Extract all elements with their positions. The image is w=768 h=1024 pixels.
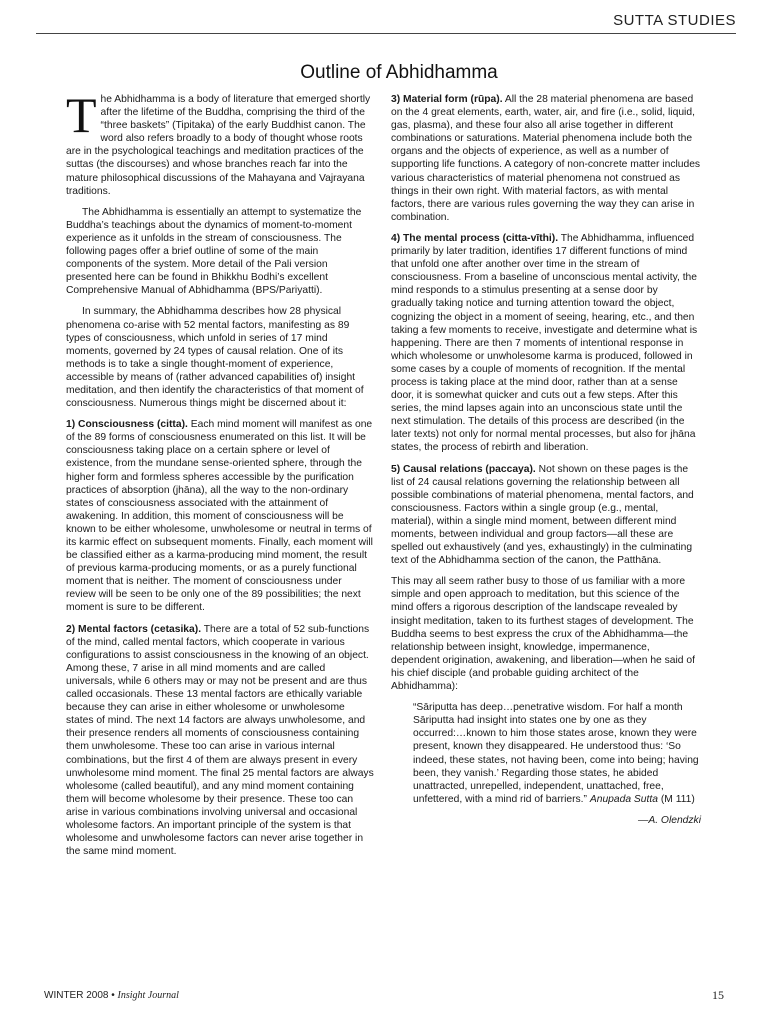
section-text: All the 28 material phenomena are based on the 4 great elements, earth, water, air, and fire (i.e., solid, liquid, gas, plasma), and these four also all arise together in different combinations or saturations. Material phenomena include both the organs and the objects of experience, as well as a number of supporting life functions. A category of non-concrete matter includes various characteristics of material phenomena not construed as things in their own right. With material factors, as with mental factors, there are various rules governing the way they can arise in combination. <box>391 94 701 223</box>
section-mental-factors <box>66 623 374 859</box>
quote-text: “Sāriputta has deep…penetrative wisdom. For half a month Sāriputta had insight into states one by one as they occurred:…known to him those states arose, known they were present, known they disappeared. He understood thus: ‘So indeed, these states, not having been, come into being; having been, they vanish.’ Regarding those states, he abided unattracted, unrepelled, independent, unattached, free, unfettered, with a mind rid of barriers.” <box>413 702 699 805</box>
section-text: Not shown on these pages is the list of 24 causal relations governing the relationship between all possible combinations of material phenomena, mental factors, and consciousness. Factors within a single group (e.g., mental, material), within a single mind moment, between different mind moments, between individual and group factors—all these are spelled out exhaustively (and yes, exhaustingly) in the culminating text of the Abhidhamma section of the canon, the Patthāna. <box>391 463 694 567</box>
quote-source: Anupada Sutta <box>589 793 658 805</box>
page-title: Outline of Abhidhamma <box>300 61 498 83</box>
section-text: Each mind moment will manifest as one of the 89 forms of consciousness enumerated on this list. It will be consciousness taking place on a certain sphere or level of existence, from the mundane sense-oriented sphere, through the higher form and formless spheres accessible by the purification practices of absorption (jhāna), all the way to the non-ordinary states of consciousness associated with the attainment of awakening. In addition, this moment of consciousness will be known to be either wholesome, unwholesome or neutral in terms of its karmic effect on subsequent moments. Finally, each moment will be classified either as a karma-producing mind moment, the result of previous karma-producing moments, or as a purely functional moment that is neither. The moment of consciousness under review will be seen to be only one of the 89 possibilities; the next moment is sure to be different. <box>66 419 373 614</box>
drop-cap: T <box>66 87 97 143</box>
section-heading: 3) Material form (rūpa). <box>391 94 503 105</box>
footer-issue <box>44 990 179 1001</box>
closing-paragraph: This may all seem rather busy to those of us familiar with a more simple and open approach to meditation, but this science of the mind offers a rigorous description of the landscape revealed by insight meditation, taken to its furthest stages of development. The Buddha seems to best express the crux of the Abhidhamma—the relationship between insight, knowledge, impermanence, dependent origination, awakening, and liberation—when he said of his chief disciple (and probable guiding architect of the Abhidhamma): <box>391 576 695 693</box>
issue-label: WINTER 2008 • <box>44 990 118 1001</box>
intro-paragraph <box>66 87 374 198</box>
paragraph-summary: In summary, the Abhidhamma describes how 28 physical phenomena co-arise with 52 mental factors, manifesting as 89 types of consciousness, which unfold in series of 17 mind moments, governed by 24 types of causal relation. One of its methods is to take a single thought-moment of experience, accessible by means of (rather advanced capabilities of) insight meditation, and then identify the characteristics of that moment of consciousness. Numerous things might be discerned about it: <box>66 306 364 410</box>
left-column <box>66 87 374 866</box>
header-rule <box>36 33 736 34</box>
right-column <box>391 93 701 835</box>
section-heading: 2) Mental factors (cetasika). <box>66 623 202 635</box>
quote-ref: (M 111) <box>657 793 695 805</box>
section-causal-relations <box>391 463 701 568</box>
section-label: SUTTA STUDIES <box>613 12 736 29</box>
section-mental-process <box>391 232 701 455</box>
section-heading: 5) Causal relations (paccaya). <box>391 463 536 475</box>
section-heading: 4) The mental process (citta-vīthi). <box>391 232 559 244</box>
section-heading: 1) Consciousness (citta). <box>66 419 188 431</box>
section-consciousness <box>66 418 374 614</box>
page-number: 15 <box>712 988 724 1002</box>
section-text: There are a total of 52 sub-functions of the mind, called mental factors, which cooperate in various configurations to assist consciousness in the knowing of an object. Among these, 7 arise in all mind moments and are called universals, while 6 others may or may not be present and are thus called occasionals. These 13 mental factors are ethically variable because they can arise in either wholesome or unwholesome states of mind. The next 14 factors are always unwholesome, and their presence renders all moments of consciousness containing them unwholesome. These too can arise in various internal combinations, but the first 4 of them are always present in every unwholesome mind moment. The final 25 mental factors are always wholesome (called beautiful), and any mind moment containing them will become wholesome by their presence. These too can arise in various combinations involving universal and occasional wholesome factors. An important principle of the system is that wholesome and unwholesome factors can never arise together in the same mind moment. <box>66 623 374 858</box>
intro-text: he Abhidhamma is a body of literature that emerged shortly after the lifetime of the Buddha, comprising the third of the “three baskets” (Tipitaka) of the early Buddhist canon. The word also refers broadly to a body of thought whose roots are in the psychological teachings and meditation practices of the suttas (the discourses) and whose branches reach far into the mature philosophical discussions of the Mahayana and Vajrayana traditions. <box>66 94 371 197</box>
section-material-form <box>391 93 701 224</box>
paragraph-systematize: The Abhidhamma is essentially an attempt to systematize the Buddha’s teachings about the dynamics of moment-to-moment experience as it unfolds in the stream of consciousness. The following pages offer a brief outline of some of the main components of the system. More detail of the Pali version presented here can be found in Bhikkhu Bodhi’s excellent Comprehensive Manual of Abhidhamma (BPS/Pariyatti). <box>66 206 362 297</box>
block-quote <box>413 701 701 806</box>
author-signature: —A. Olendzki <box>638 814 701 826</box>
section-text: The Abhidhamma, influenced primarily by later tradition, identifies 17 different functions of mind that unfold one after another over time in the stream of consciousness. From a baseline of unconscious mental activity, the mind responds to a stimulus presenting at a sense door by gradually taking notice and turning attention toward the object, cognizing the object in a moment of seeing, hearing, etc., and then taking a few moments to receive, investigate and determine what is happening. There are then 7 moments of intentional response in which wholesome or unwholesome karma is produced, followed in some cases by a couple of moments of recognition. If the mental process is taking place at the mind door, rather than at a sense door, it is somewhat quicker and cuts out a few steps. After this series, the mind lapses again into an unconscious state until the next stimulation. The details of this process are described (in the later texts) not only for normal mental processes, but also for jhāna states, the process of rebirth and liberation. <box>391 232 698 454</box>
journal-name: Insight Journal <box>117 990 179 1001</box>
